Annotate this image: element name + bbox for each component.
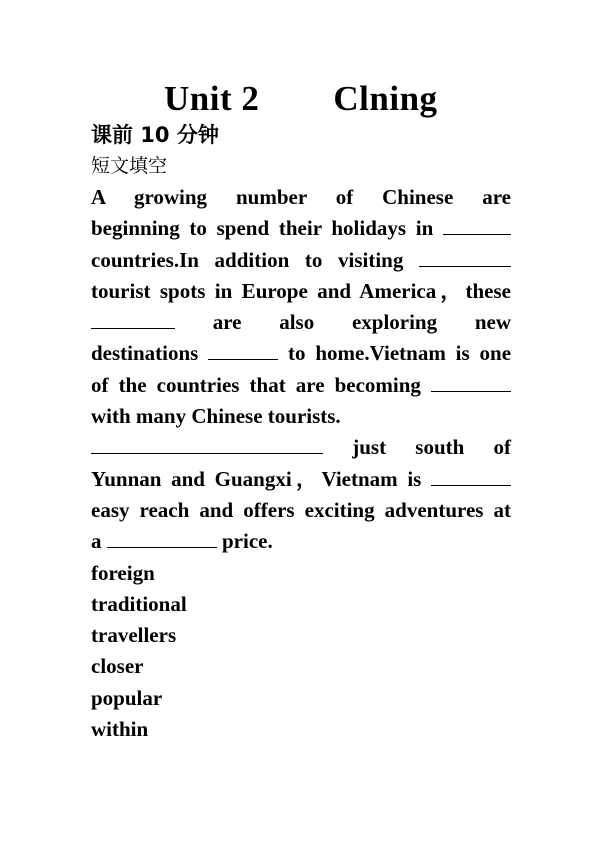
word-bank-item: closer: [91, 654, 144, 679]
answer-blank-3[interactable]: [91, 310, 175, 329]
passage-text: destinations: [91, 341, 199, 366]
passage-word: south: [415, 435, 465, 460]
passage-line: [91, 401, 511, 432]
word-bank-item: popular: [91, 685, 163, 710]
passage-word: exploring: [351, 310, 438, 335]
passage-text: a: [91, 529, 102, 554]
passage-line: [91, 464, 511, 495]
passage-text: countries.In addition to visiting: [91, 247, 404, 272]
passage-line: [91, 338, 511, 369]
passage-text: with many Chinese tourists.: [91, 404, 341, 429]
section-subtitle: 课前 10 分钟: [91, 123, 219, 147]
passage-text: easy reach and offers exciting adventures at: [91, 497, 511, 522]
passage-line: [91, 526, 511, 557]
passage-text: price.: [222, 529, 273, 554]
word-bank-item: foreign: [91, 560, 155, 585]
page-title: [164, 78, 511, 120]
passage-line: [91, 276, 511, 307]
word-bank-item: within: [91, 717, 149, 742]
passage-word: growing: [133, 185, 208, 209]
unit-topic: Clning: [333, 79, 438, 118]
answer-blank-6[interactable]: [91, 435, 323, 454]
passage-word: are: [482, 185, 511, 209]
answer-blank-4[interactable]: [208, 341, 278, 360]
passage-word: also: [279, 310, 315, 335]
worksheet-page: [91, 78, 511, 745]
passage-text: of the countries that are becoming: [91, 372, 421, 397]
passage-word: of: [493, 435, 512, 460]
answer-blank-5[interactable]: [431, 373, 511, 392]
passage-word: Chinese: [382, 185, 454, 209]
passage-word: number: [235, 185, 307, 209]
passage-word: just: [352, 435, 387, 460]
passage-line: [91, 307, 511, 338]
passage-text: to home.Vietnam is one: [288, 341, 512, 366]
word-bank: [91, 558, 511, 746]
passage: [91, 182, 511, 558]
exercise-type-heading: 短文填空: [91, 155, 168, 177]
answer-blank-7[interactable]: [431, 467, 511, 486]
passage-line: [91, 245, 511, 276]
passage-text: tourist spots in Europe and America，these: [91, 278, 511, 303]
passage-line: [91, 432, 511, 463]
unit-label: Unit 2: [164, 79, 260, 118]
passage-line: [91, 370, 511, 401]
answer-blank-2[interactable]: [419, 248, 511, 267]
passage-line: [91, 213, 511, 244]
word-bank-item: travellers: [91, 623, 177, 648]
passage-text: beginning to spend their holidays in: [91, 216, 434, 241]
passage-word: A: [91, 185, 106, 209]
word-bank-item: traditional: [91, 591, 187, 616]
answer-blank-8[interactable]: [107, 529, 217, 548]
passage-line: [91, 182, 511, 213]
passage-text: Yunnan and Guangxi，Vietnam is: [91, 466, 422, 491]
passage-word: are: [212, 310, 242, 335]
passage-word: of: [335, 185, 354, 209]
answer-blank-1[interactable]: [443, 216, 511, 235]
passage-line: [91, 495, 511, 526]
passage-word: new: [474, 310, 511, 335]
